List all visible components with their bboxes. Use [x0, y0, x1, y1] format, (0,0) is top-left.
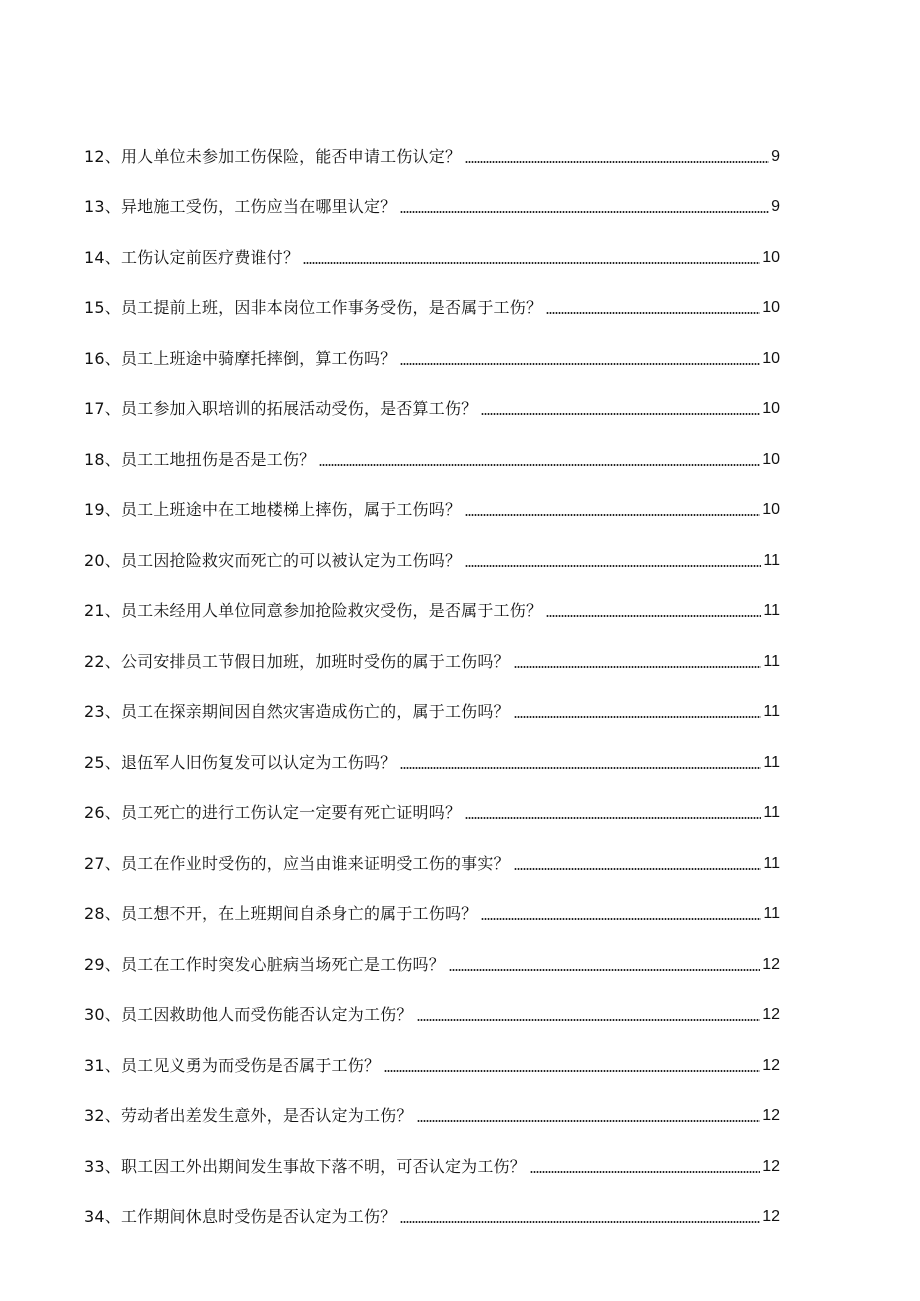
dot-leader: [546, 312, 760, 314]
toc-entry[interactable]: [84, 1076, 780, 1127]
toc-entry-title: 26、员工死亡的进行工伤认定一定要有死亡证明吗？: [84, 803, 462, 822]
dot-leader: [417, 1120, 761, 1122]
toc-entry-title: 29、员工在工作时突发心脏病当场死亡是工伤吗？: [84, 954, 445, 974]
dot-leader: [303, 262, 760, 264]
toc-entry-page-number: 10: [762, 349, 780, 367]
toc-entry-page-number: 11: [763, 804, 780, 821]
dot-leader: [384, 1070, 760, 1072]
toc-entry-page-number: 9: [771, 147, 780, 165]
toc-entry-title: 18、员工工地扭伤是否是工伤？: [84, 449, 316, 469]
toc-entry[interactable]: [84, 874, 780, 925]
toc-entry[interactable]: [84, 520, 780, 571]
toc-entry-title: 32、劳动者出差发生意外，是否认定为工伤？: [84, 1106, 413, 1125]
toc-entry-title: 23、员工在探亲期间因自然灾害造成伤亡的，属于工伤吗？: [84, 702, 510, 721]
toc-entry-page-number: 10: [762, 400, 780, 417]
toc-entry[interactable]: [84, 722, 780, 773]
toc-entry-page-number: 10: [762, 248, 780, 266]
toc-entry-title: 13、异地施工受伤，工伤应当在哪里认定？: [84, 197, 397, 216]
toc-entry-title: 31、员工见义勇为而受伤是否属于工伤？: [84, 1055, 381, 1075]
toc-entry[interactable]: [84, 318, 780, 369]
toc-entry[interactable]: [84, 571, 780, 622]
toc-entry-title: 34、工作期间休息时受伤是否认定为工伤？: [84, 1207, 397, 1226]
dot-leader: [400, 1221, 760, 1223]
toc-entry-page-number: 11: [763, 703, 780, 720]
toc-entry-page-number: 10: [762, 501, 780, 518]
dot-leader: [514, 868, 762, 870]
toc-entry-title: 12、用人单位未参加工伤保险，能否申请工伤认定？: [84, 146, 462, 166]
toc-entry-page-number: 12: [762, 1157, 780, 1175]
dot-leader: [400, 363, 760, 365]
toc-entry-title: 21、员工未经用人单位同意参加抢险救灾受伤，是否属于工伤？: [84, 601, 543, 620]
dot-leader: [530, 1171, 760, 1173]
toc-entry-title: 22、公司安排员工节假日加班，加班时受伤的属于工伤吗？: [84, 651, 510, 671]
dot-leader: [465, 161, 769, 163]
toc-entry[interactable]: [84, 470, 780, 521]
toc-entry[interactable]: [84, 116, 780, 167]
dot-leader: [481, 918, 761, 920]
toc-entry[interactable]: [84, 369, 780, 420]
toc-entry-title: 33、职工因工外出期间发生事故下落不明，可否认定为工伤？: [84, 1156, 526, 1176]
dot-leader: [514, 666, 762, 668]
toc-entry-page-number: 12: [762, 1056, 780, 1074]
toc-entry-page-number: 11: [763, 905, 780, 922]
toc-entry-title: 17、员工参加入职培训的拓展活动受伤，是否算工伤？: [84, 399, 478, 418]
toc-entry[interactable]: [84, 975, 780, 1026]
toc-entry-page-number: 12: [762, 1006, 780, 1023]
dot-leader: [514, 716, 762, 718]
toc-entry[interactable]: [84, 1177, 780, 1228]
table-of-contents: [84, 116, 780, 1227]
toc-entry-page-number: 10: [762, 299, 780, 316]
toc-entry[interactable]: [84, 621, 780, 672]
toc-entry-page-number: 11: [763, 551, 780, 569]
toc-entry-title: 16、员工上班途中骑摩托摔倒，算工伤吗？: [84, 348, 397, 368]
dot-leader: [481, 413, 760, 415]
toc-entry-title: 20、员工因抢险救灾而死亡的可以被认定为工伤吗？: [84, 550, 462, 570]
dot-leader: [465, 514, 760, 516]
toc-entry-title: 15、员工提前上班，因非本岗位工作事务受伤，是否属于工伤？: [84, 298, 543, 317]
toc-entry-title: 30、员工因救助他人而受伤能否认定为工伤？: [84, 1005, 413, 1024]
toc-entry-title: 19、员工上班途中在工地楼梯上摔伤，属于工伤吗？: [84, 500, 462, 519]
toc-entry[interactable]: [84, 167, 780, 218]
toc-entry[interactable]: [84, 672, 780, 723]
toc-entry-page-number: 11: [763, 652, 780, 670]
toc-entry[interactable]: [84, 1126, 780, 1177]
toc-entry-title: 27、员工在作业时受伤的，应当由谁来证明受工伤的事实？: [84, 853, 510, 873]
toc-entry[interactable]: [84, 419, 780, 470]
toc-entry[interactable]: [84, 217, 780, 268]
toc-entry[interactable]: [84, 924, 780, 975]
toc-entry[interactable]: [84, 1025, 780, 1076]
toc-entry-page-number: 11: [763, 854, 780, 872]
dot-leader: [465, 565, 761, 567]
dot-leader: [400, 211, 769, 213]
dot-leader: [546, 615, 761, 617]
toc-entry[interactable]: [84, 268, 780, 319]
dot-leader: [417, 1019, 761, 1021]
dot-leader: [465, 817, 761, 819]
toc-entry-page-number: 11: [763, 602, 780, 619]
toc-entry-page-number: 10: [762, 450, 780, 468]
toc-entry-page-number: 11: [763, 753, 780, 771]
toc-entry-page-number: 9: [771, 198, 780, 215]
toc-entry-title: 25、退伍军人旧伤复发可以认定为工伤吗？: [84, 752, 397, 772]
toc-entry-page-number: 12: [762, 1208, 780, 1225]
toc-entry-title: 28、员工想不开，在上班期间自杀身亡的属于工伤吗？: [84, 904, 478, 923]
toc-entry[interactable]: [84, 773, 780, 824]
dot-leader: [449, 969, 760, 971]
dot-leader: [400, 767, 761, 769]
dot-leader: [319, 464, 760, 466]
toc-entry-title: 14、工伤认定前医疗费谁付？: [84, 247, 300, 267]
toc-entry-page-number: 12: [762, 955, 780, 973]
toc-entry-page-number: 12: [762, 1107, 780, 1124]
toc-entry[interactable]: [84, 823, 780, 874]
